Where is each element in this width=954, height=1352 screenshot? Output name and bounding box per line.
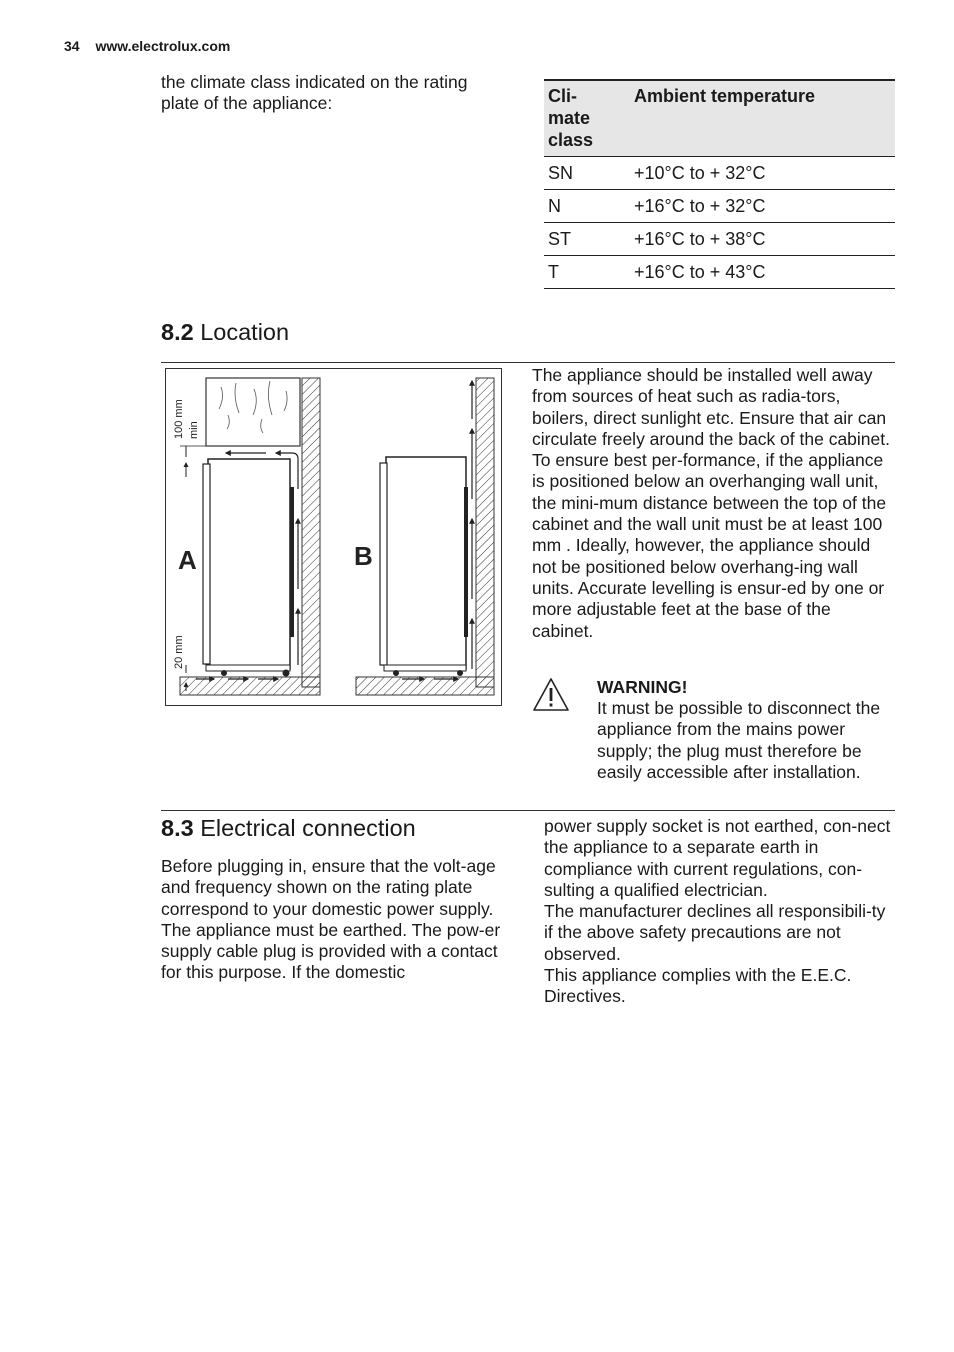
section-divider	[161, 362, 895, 363]
condenser	[290, 487, 294, 637]
fridge-door	[203, 464, 210, 664]
paragraph: Before plugging in, ensure that the volt-age and frequency shown on the rating plate correspond to your domestic power supply.	[161, 856, 496, 919]
dimension-label-100mm: 100 mm	[173, 399, 185, 439]
section-title-location	[161, 319, 289, 346]
back-wall	[302, 378, 320, 687]
electrical-text-left	[161, 856, 516, 984]
floor	[180, 677, 320, 695]
fridge-base	[206, 665, 290, 671]
warning-text: It must be possible to disconnect the appliance from the mains power supply; the plug must therefore be easily accessible after installation.	[597, 698, 881, 782]
foot	[393, 670, 399, 676]
paragraph: power supply socket is not earthed, con-nect the appliance to a separate earth in compliance with current regulations, con-sulting a qualified electrician.	[544, 816, 891, 900]
table-cell: +16°C to + 32°C	[630, 190, 895, 223]
intro-text: the climate class indicated on the rating plate of the appliance:	[161, 72, 468, 114]
table-cell: +16°C to + 38°C	[630, 223, 895, 256]
foot	[457, 670, 463, 676]
paragraph: This appliance complies with the E.E.C. Directives.	[544, 965, 852, 1007]
wall-unit	[206, 378, 300, 446]
section-title-text: Electrical connection	[200, 815, 416, 841]
warning-icon	[532, 677, 570, 713]
section-title-text: Location	[200, 319, 290, 345]
website-link[interactable]: www.electrolux.com	[95, 38, 231, 54]
dimension-label-20mm: 20 mm	[173, 635, 185, 669]
paragraph: The appliance must be earthed. The pow-er supply cable plug is provided with a contact for this purpose. If the domestic	[161, 919, 501, 983]
table-cell: T	[544, 256, 630, 289]
electrical-text-right	[544, 816, 896, 1008]
section-number: 8.3	[161, 815, 194, 841]
fridge-cabinet	[208, 459, 290, 669]
back-wall	[476, 378, 494, 687]
floor	[356, 677, 494, 695]
paragraph: The manufacturer declines all responsibili-ty if the above safety precautions are not observed.	[544, 901, 886, 964]
section-number: 8.2	[161, 319, 194, 345]
diagram-b	[354, 378, 494, 695]
section-divider	[161, 810, 895, 811]
table-row	[544, 256, 895, 289]
table-cell: +16°C to + 43°C	[630, 256, 895, 289]
foot	[283, 670, 290, 677]
header-ambient-temperature: Ambient temperature	[630, 80, 895, 157]
location-text: The appliance should be installed well away from sources of heat such as radia-tors, boilers, direct sunlight etc. Ensure that air can circulate freely around the back of the cabinet. To ensure best per-formance, if the appliance is positioned below an overhanging wall unit, the mini-mum distance between the top of the cabinet and the wall unit must be at least 100 mm . Ideally, however, the appliance should not be positioned below overhang-ing wall units. Accurate levelling is ensur-ed by one or more adjustable feet at the base of the cabinet.	[532, 365, 890, 641]
dimension-label-min: min	[188, 421, 200, 439]
page-header	[64, 38, 230, 54]
warning-title: WARNING!	[597, 677, 688, 697]
diagram-a	[173, 378, 320, 695]
table-row	[544, 190, 895, 223]
diagram-label-a: A	[178, 545, 197, 575]
table-header-row	[544, 80, 895, 157]
fridge-cabinet	[386, 457, 466, 669]
table-row	[544, 223, 895, 256]
installation-diagram	[165, 368, 502, 706]
table-cell: N	[544, 190, 630, 223]
section-title-electrical	[161, 815, 416, 842]
page-number: 34	[64, 38, 80, 54]
table-cell: +10°C to + 32°C	[630, 157, 895, 190]
header-climate-class: Cli- mate class	[544, 80, 630, 157]
condenser	[464, 487, 468, 637]
table-cell: SN	[544, 157, 630, 190]
climate-class-table	[544, 79, 895, 289]
table-cell: ST	[544, 223, 630, 256]
table-row	[544, 157, 895, 190]
fridge-door	[380, 463, 387, 665]
diagram-label-b: B	[354, 541, 373, 571]
foot	[221, 670, 227, 676]
